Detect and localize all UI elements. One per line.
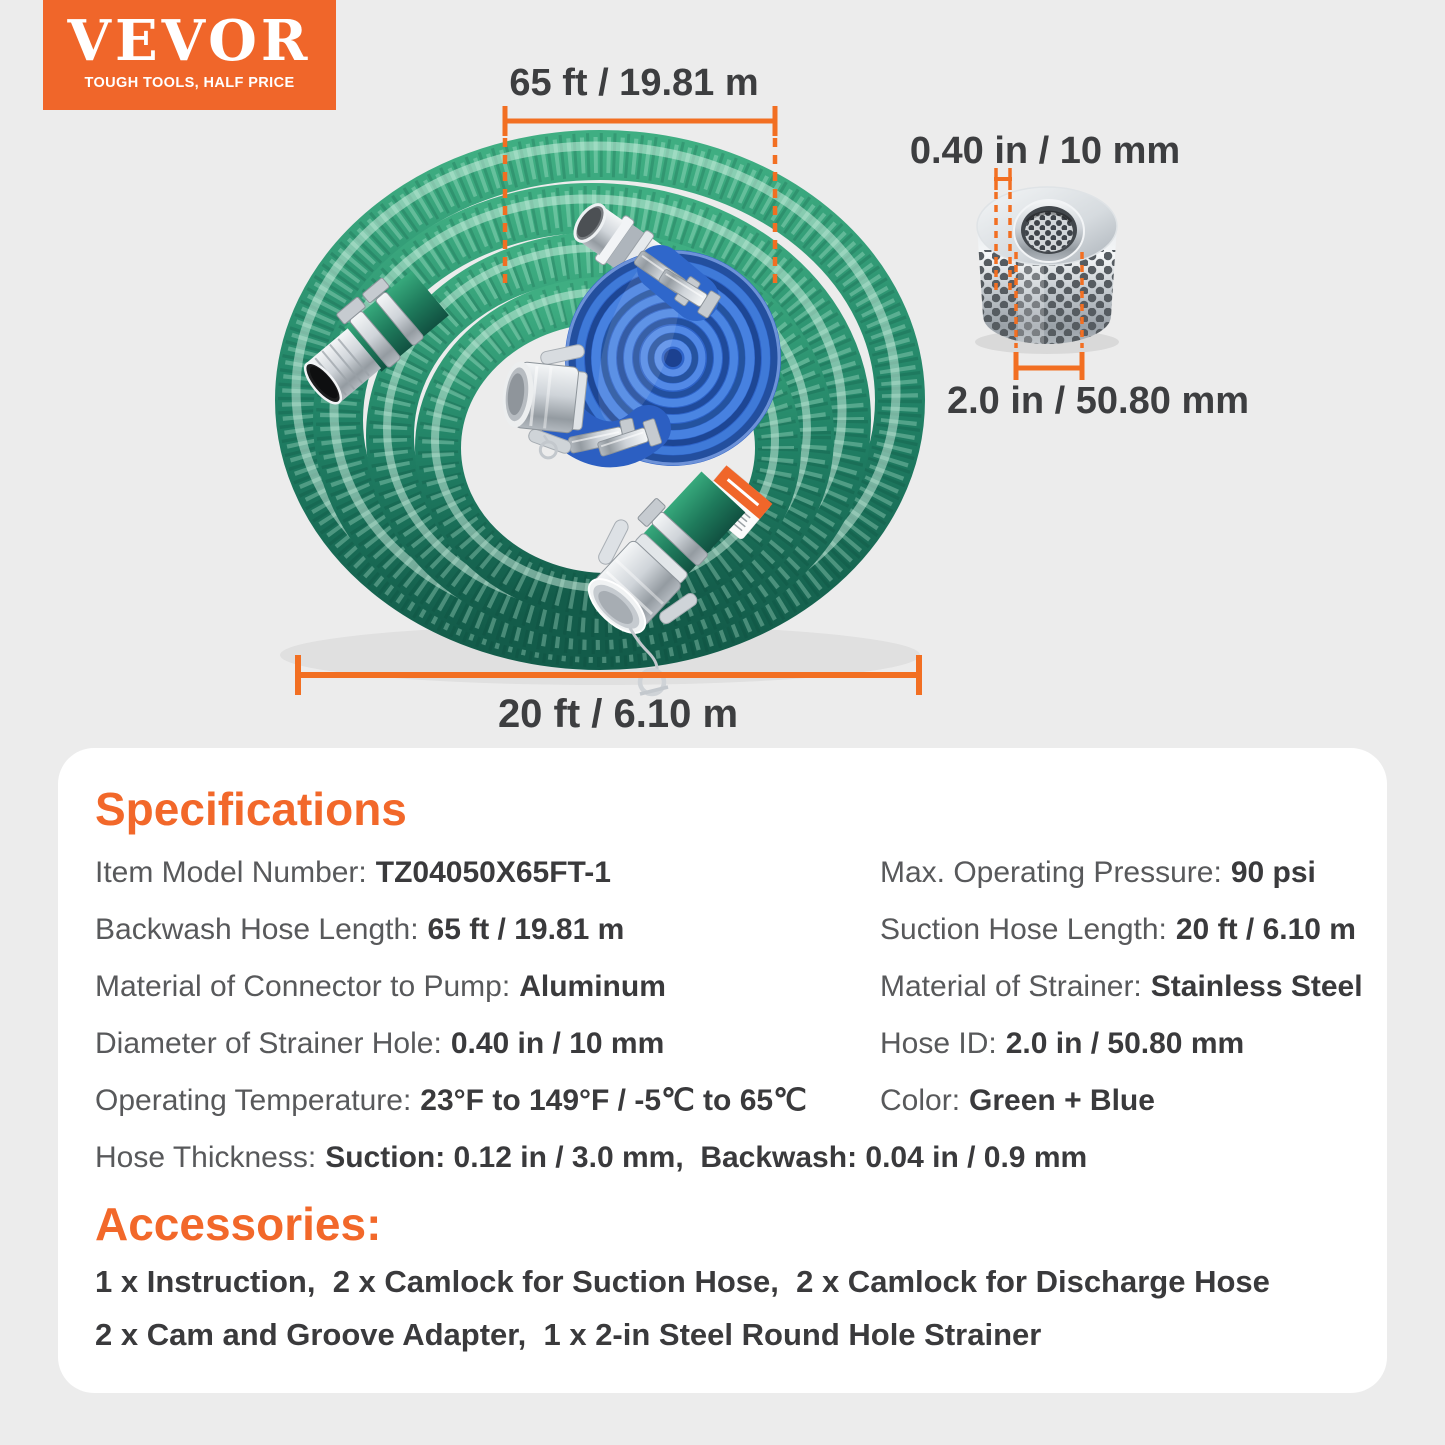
spec-color [880, 1072, 1380, 1129]
spec-label: Item Model Number: [95, 856, 367, 889]
spec-value: Green + Blue [969, 1084, 1155, 1117]
spec-backwash-length [95, 901, 875, 958]
suction-length-label: 20 ft / 6.10 m [497, 692, 739, 736]
spec-value: 23°F to 149°F / -5℃ to 65℃ [420, 1084, 807, 1117]
spec-label: Material of Connector to Pump: [95, 970, 511, 1003]
spec-value: 90 psi [1230, 856, 1316, 889]
spec-value: 20 ft / 6.10 m [1175, 913, 1356, 946]
spec-value: 2.0 in / 50.80 mm [1005, 1027, 1245, 1060]
accessories-line: 1 x Instruction, 2 x Camlock for Suction Hose, 2 x Camlock for Discharge Hose [95, 1264, 1270, 1299]
spec-label: Diameter of Strainer Hole: [95, 1027, 442, 1060]
strainer-hole-label: 0.40 in / 10 mm [909, 130, 1181, 172]
spec-hose-id [880, 1015, 1380, 1072]
spec-suction-length [880, 901, 1380, 958]
spec-label: Hose Thickness: [95, 1141, 317, 1174]
spec-panel [58, 748, 1387, 1393]
accessories-title: Accessories: [95, 1198, 382, 1250]
backwash-length-label: 65 ft / 19.81 m [509, 62, 759, 104]
spec-label: Hose ID: [880, 1027, 997, 1060]
spec-hose-thickness [95, 1129, 1088, 1186]
spec-item-model [95, 844, 875, 901]
spec-value: 65 ft / 19.81 m [427, 913, 625, 946]
spec-label: Suction Hose Length: [880, 913, 1167, 946]
spec-column-right [880, 844, 1380, 1129]
accessories-line: 2 x Cam and Groove Adapter, 1 x 2-in Steel Round Hole Strainer [95, 1317, 1042, 1352]
logo-tagline: TOUGH TOOLS, HALF PRICE [84, 75, 295, 91]
spec-label: Backwash Hose Length: [95, 913, 419, 946]
hose-id-label: 2.0 in / 50.80 mm [946, 380, 1250, 422]
spec-label: Operating Temperature: [95, 1084, 412, 1117]
specifications-title: Specifications [95, 783, 407, 835]
spec-strainer-material [880, 958, 1380, 1015]
spec-max-pressure [880, 844, 1380, 901]
spec-operating-temperature [95, 1072, 875, 1129]
spec-label: Color: [880, 1084, 961, 1117]
spec-value: 0.40 in / 10 mm [450, 1027, 665, 1060]
spec-label: Material of Strainer: [880, 970, 1142, 1003]
logo-wordmark: VEVOR [67, 8, 312, 74]
spec-value: Suction: 0.12 in / 3.0 mm, Backwash: 0.04 in / 0.9 mm [325, 1141, 1088, 1174]
vevor-logo [43, 0, 336, 110]
spec-value: Aluminum [519, 970, 666, 1003]
accessories-list [95, 1255, 1365, 1361]
spec-value: TZ04050X65FT-1 [375, 856, 611, 889]
spec-value: Stainless Steel [1150, 970, 1363, 1003]
spec-label: Max. Operating Pressure: [880, 856, 1222, 889]
spec-strainer-hole [95, 1015, 875, 1072]
spec-connector-material [95, 958, 875, 1015]
